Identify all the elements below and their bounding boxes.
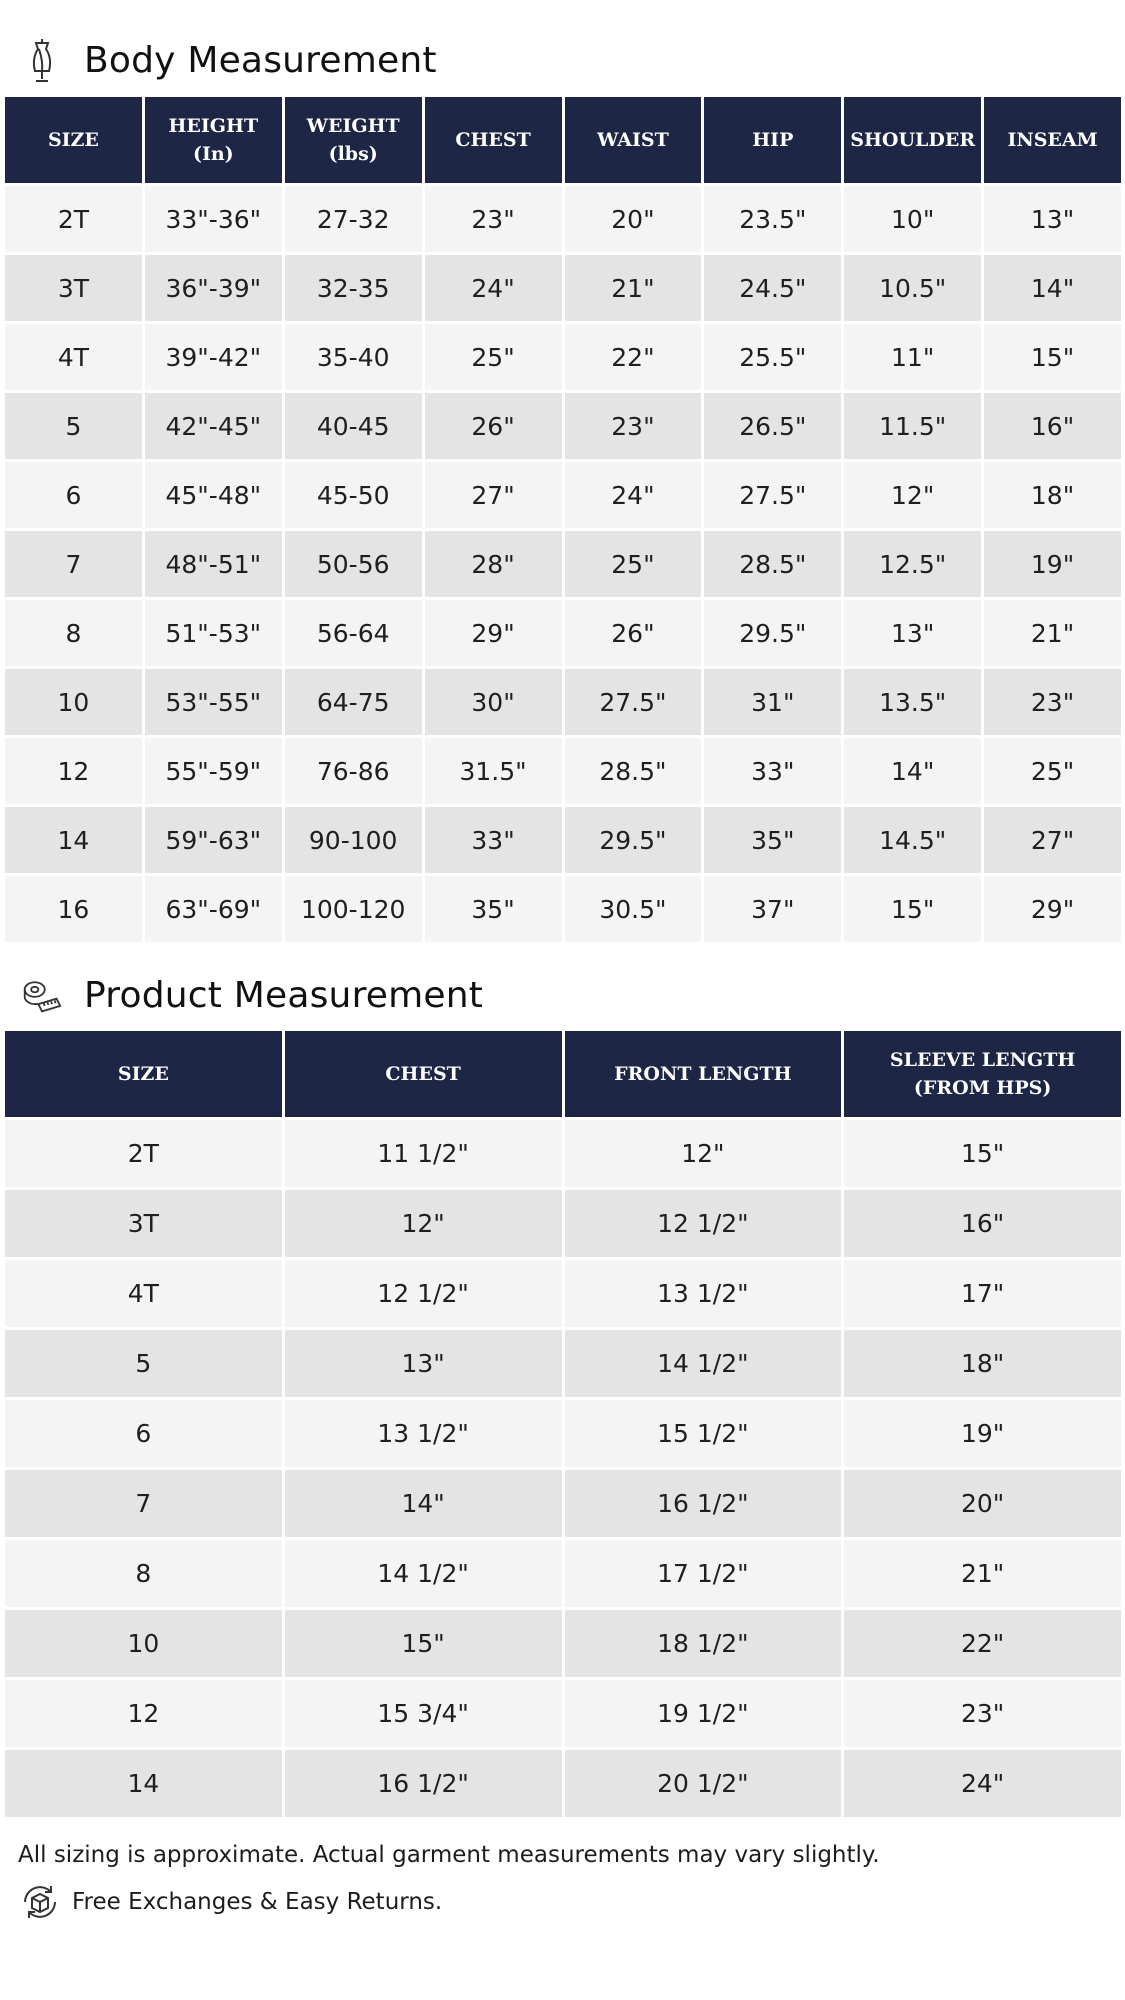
- table-cell: 13": [844, 600, 981, 666]
- table-cell: 32-35: [285, 255, 422, 321]
- table-cell: 59"-63": [145, 807, 282, 873]
- table-cell: 36"-39": [145, 255, 282, 321]
- table-cell: 40-45: [285, 393, 422, 459]
- table-cell: 63"-69": [145, 876, 282, 942]
- table-row: [5, 1610, 1121, 1677]
- table-row: [5, 600, 1121, 666]
- table-cell: 28": [425, 531, 562, 597]
- table-cell: 16 1/2": [565, 1470, 842, 1537]
- size-cell: 12: [5, 1680, 282, 1747]
- table-row: [5, 1330, 1121, 1397]
- size-cell: 5: [5, 393, 142, 459]
- table-cell: 11": [844, 324, 981, 390]
- table-cell: 31": [704, 669, 841, 735]
- column-header: SIZE: [5, 97, 142, 183]
- column-header: WAIST: [565, 97, 702, 183]
- table-cell: 22": [565, 324, 702, 390]
- body-measurement-heading: [22, 35, 437, 85]
- column-header: CHEST: [285, 1031, 562, 1117]
- table-cell: 30": [425, 669, 562, 735]
- table-row: [5, 669, 1121, 735]
- table-cell: 50-56: [285, 531, 422, 597]
- size-cell: 8: [5, 1540, 282, 1607]
- product-measurement-heading: [22, 970, 483, 1020]
- table-row: [5, 255, 1121, 321]
- column-header: SIZE: [5, 1031, 282, 1117]
- table-cell: 24": [565, 462, 702, 528]
- table-cell: 45"-48": [145, 462, 282, 528]
- table-cell: 56-64: [285, 600, 422, 666]
- size-cell: 2T: [5, 186, 142, 252]
- dress-form-icon: [22, 36, 62, 84]
- table-cell: 35": [704, 807, 841, 873]
- table-row: [5, 1750, 1121, 1817]
- table-cell: 13": [984, 186, 1121, 252]
- table-cell: 12": [565, 1120, 842, 1187]
- size-cell: 10: [5, 1610, 282, 1677]
- table-row: [5, 324, 1121, 390]
- table-row: [5, 186, 1121, 252]
- product-measurement-table: [2, 1028, 1124, 1820]
- table-cell: 10.5": [844, 255, 981, 321]
- body-measurement-table: [2, 94, 1124, 945]
- table-row: [5, 1190, 1121, 1257]
- table-cell: 14 1/2": [285, 1540, 562, 1607]
- table-cell: 15": [984, 324, 1121, 390]
- table-row: [5, 1470, 1121, 1537]
- column-header: INSEAM: [984, 97, 1121, 183]
- size-cell: 5: [5, 1330, 282, 1397]
- table-cell: 13 1/2": [565, 1260, 842, 1327]
- table-cell: 35": [425, 876, 562, 942]
- table-cell: 15": [285, 1610, 562, 1677]
- column-header: HIP: [704, 97, 841, 183]
- table-cell: 48"-51": [145, 531, 282, 597]
- size-cell: 12: [5, 738, 142, 804]
- size-cell: 7: [5, 1470, 282, 1537]
- table-cell: 24": [425, 255, 562, 321]
- table-cell: 30.5": [565, 876, 702, 942]
- table-cell: 29": [425, 600, 562, 666]
- table-cell: 15": [844, 1120, 1121, 1187]
- table-cell: 35-40: [285, 324, 422, 390]
- table-cell: 27.5": [704, 462, 841, 528]
- table-cell: 15 1/2": [565, 1400, 842, 1467]
- table-cell: 17 1/2": [565, 1540, 842, 1607]
- table-cell: 19": [844, 1400, 1121, 1467]
- table-cell: 21": [565, 255, 702, 321]
- table-cell: 11 1/2": [285, 1120, 562, 1187]
- table-row: [5, 807, 1121, 873]
- table-row: [5, 876, 1121, 942]
- table-cell: 26": [425, 393, 562, 459]
- table-row: [5, 1260, 1121, 1327]
- table-cell: 25.5": [704, 324, 841, 390]
- table-cell: 12": [285, 1190, 562, 1257]
- table-cell: 100-120: [285, 876, 422, 942]
- returns-banner: [18, 1880, 442, 1924]
- size-cell: 2T: [5, 1120, 282, 1187]
- table-cell: 27": [984, 807, 1121, 873]
- table-cell: 14 1/2": [565, 1330, 842, 1397]
- table-cell: 28.5": [704, 531, 841, 597]
- column-header: SHOULDER: [844, 97, 981, 183]
- table-cell: 13": [285, 1330, 562, 1397]
- size-cell: 3T: [5, 255, 142, 321]
- table-cell: 27.5": [565, 669, 702, 735]
- table-cell: 27": [425, 462, 562, 528]
- table-cell: 12": [844, 462, 981, 528]
- table-cell: 11.5": [844, 393, 981, 459]
- table-cell: 25": [565, 531, 702, 597]
- table-cell: 42"-45": [145, 393, 282, 459]
- table-cell: 64-75: [285, 669, 422, 735]
- table-cell: 17": [844, 1260, 1121, 1327]
- table-cell: 20": [844, 1470, 1121, 1537]
- table-cell: 20": [565, 186, 702, 252]
- table-cell: 16": [984, 393, 1121, 459]
- column-header: SLEEVE LENGTH (FROM HPS): [844, 1031, 1121, 1117]
- table-cell: 23": [844, 1680, 1121, 1747]
- size-cell: 10: [5, 669, 142, 735]
- table-cell: 29": [984, 876, 1121, 942]
- table-cell: 31.5": [425, 738, 562, 804]
- table-cell: 25": [425, 324, 562, 390]
- table-row: [5, 1680, 1121, 1747]
- table-row: [5, 1400, 1121, 1467]
- table-header-row: [5, 97, 1121, 183]
- table-cell: 25": [984, 738, 1121, 804]
- column-header: CHEST: [425, 97, 562, 183]
- table-cell: 23": [425, 186, 562, 252]
- table-cell: 14": [285, 1470, 562, 1537]
- table-cell: 26.5": [704, 393, 841, 459]
- table-cell: 33": [425, 807, 562, 873]
- table-cell: 23": [984, 669, 1121, 735]
- section-title: Product Measurement: [84, 974, 484, 1016]
- size-cell: 4T: [5, 1260, 282, 1327]
- table-cell: 39"-42": [145, 324, 282, 390]
- table-cell: 19 1/2": [565, 1680, 842, 1747]
- table-cell: 53"-55": [145, 669, 282, 735]
- measuring-tape-icon: [22, 971, 62, 1019]
- box-exchange-icon: [18, 1880, 62, 1924]
- column-header: WEIGHT (lbs): [285, 97, 422, 183]
- table-cell: 15 3/4": [285, 1680, 562, 1747]
- table-cell: 16": [844, 1190, 1121, 1257]
- table-cell: 29.5": [704, 600, 841, 666]
- table-header-row: [5, 1031, 1121, 1117]
- table-row: [5, 738, 1121, 804]
- table-cell: 21": [844, 1540, 1121, 1607]
- table-cell: 14": [844, 738, 981, 804]
- table-cell: 33"-36": [145, 186, 282, 252]
- table-cell: 24": [844, 1750, 1121, 1817]
- table-cell: 76-86: [285, 738, 422, 804]
- table-cell: 55"-59": [145, 738, 282, 804]
- table-cell: 23.5": [704, 186, 841, 252]
- table-row: [5, 1540, 1121, 1607]
- size-cell: 16: [5, 876, 142, 942]
- table-cell: 24.5": [704, 255, 841, 321]
- table-row: [5, 1120, 1121, 1187]
- table-cell: 12.5": [844, 531, 981, 597]
- table-cell: 22": [844, 1610, 1121, 1677]
- sizing-disclaimer: All sizing is approximate. Actual garment measurements may vary slightly.: [18, 1842, 880, 1868]
- size-cell: 6: [5, 462, 142, 528]
- table-cell: 13.5": [844, 669, 981, 735]
- table-cell: 21": [984, 600, 1121, 666]
- table-cell: 90-100: [285, 807, 422, 873]
- returns-text: Free Exchanges & Easy Returns.: [72, 1889, 443, 1915]
- table-cell: 33": [704, 738, 841, 804]
- table-cell: 29.5": [565, 807, 702, 873]
- column-header: FRONT LENGTH: [565, 1031, 842, 1117]
- size-cell: 14: [5, 807, 142, 873]
- table-cell: 51"-53": [145, 600, 282, 666]
- table-cell: 45-50: [285, 462, 422, 528]
- table-row: [5, 531, 1121, 597]
- size-cell: 8: [5, 600, 142, 666]
- table-cell: 16 1/2": [285, 1750, 562, 1817]
- table-cell: 13 1/2": [285, 1400, 562, 1467]
- size-cell: 4T: [5, 324, 142, 390]
- size-cell: 6: [5, 1400, 282, 1467]
- table-cell: 37": [704, 876, 841, 942]
- table-cell: 14": [984, 255, 1121, 321]
- size-cell: 3T: [5, 1190, 282, 1257]
- size-cell: 14: [5, 1750, 282, 1817]
- table-cell: 20 1/2": [565, 1750, 842, 1817]
- table-row: [5, 393, 1121, 459]
- table-cell: 12 1/2": [285, 1260, 562, 1327]
- table-cell: 23": [565, 393, 702, 459]
- table-cell: 18": [844, 1330, 1121, 1397]
- size-cell: 7: [5, 531, 142, 597]
- table-cell: 28.5": [565, 738, 702, 804]
- table-cell: 26": [565, 600, 702, 666]
- table-row: [5, 462, 1121, 528]
- column-header: HEIGHT (In): [145, 97, 282, 183]
- table-cell: 12 1/2": [565, 1190, 842, 1257]
- table-cell: 14.5": [844, 807, 981, 873]
- table-cell: 18": [984, 462, 1121, 528]
- table-cell: 18 1/2": [565, 1610, 842, 1677]
- table-cell: 27-32: [285, 186, 422, 252]
- table-cell: 19": [984, 531, 1121, 597]
- table-cell: 15": [844, 876, 981, 942]
- section-title: Body Measurement: [84, 39, 437, 81]
- table-cell: 10": [844, 186, 981, 252]
